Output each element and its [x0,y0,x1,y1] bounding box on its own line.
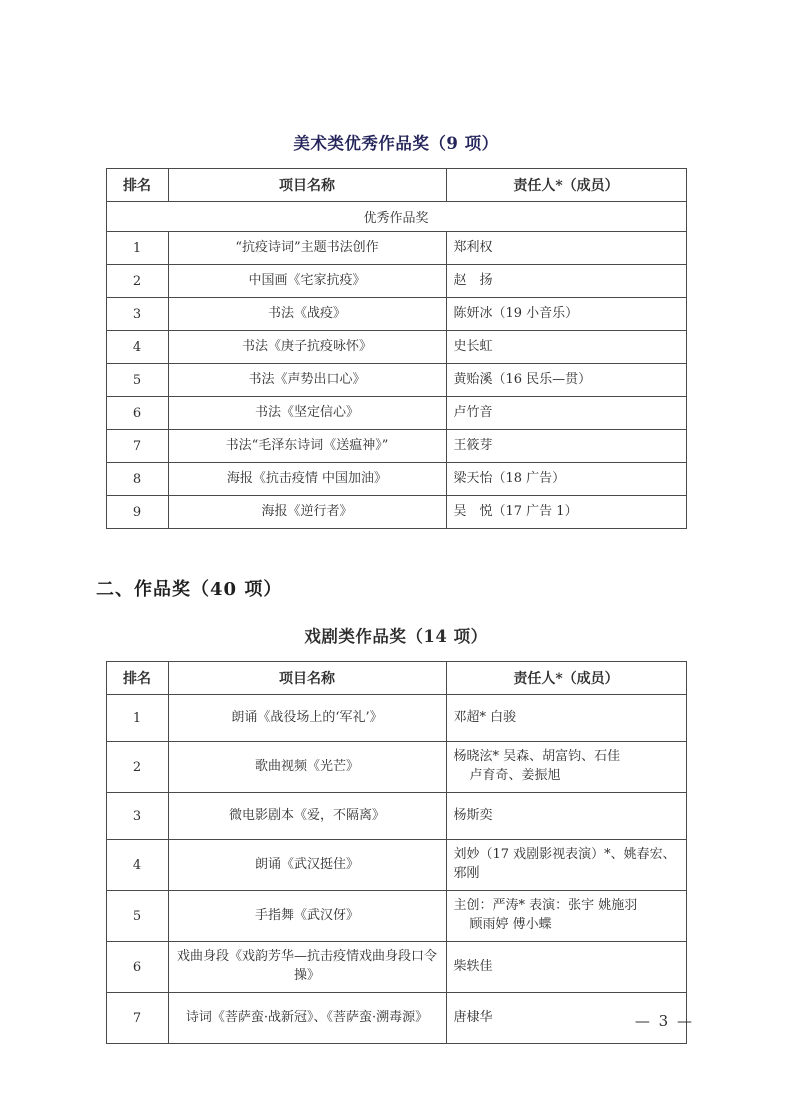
cell-rank: 2 [106,265,168,298]
cell-person [446,840,686,891]
table-row [106,397,686,430]
cell-rank: 5 [106,364,168,397]
table-subhead-row [106,202,686,232]
table-row [106,430,686,463]
cell-person: 黄贻溪（16 民乐—贯） [446,364,686,397]
column-header-person: 责任人*（成员） [446,662,686,695]
cell-project-name: 诗词《菩萨蛮·战新冠》、《菩萨蛮·溯毒源》 [168,993,446,1044]
cell-rank: 8 [106,463,168,496]
table-row [106,331,686,364]
table-art-awards [106,168,687,529]
cell-person: 梁天怡（18 广告） [446,463,686,496]
cell-rank: 7 [106,430,168,463]
cell-project-name: “抗疫诗词”主题书法创作 [168,232,446,265]
cell-project-name: 微电影剧本《爱，不隔离》 [168,793,446,840]
cell-person [446,742,686,793]
table-row [106,496,686,529]
cell-project-name: 书法《战疫》 [168,298,446,331]
column-header-rank: 排名 [106,662,168,695]
person-line-2: 邪刚 [453,866,480,881]
person-line-1: 柴轶佳 [453,958,493,974]
person-line-1: 杨晓泫* 吴森、胡富钧、石佳 [453,749,621,765]
column-header-project: 项目名称 [168,169,446,202]
person-line-2: 顾雨婷 傅小蝶 [469,917,552,932]
cell-person: 陈妍冰（19 小音乐） [446,298,686,331]
table-header-row [106,169,686,202]
table-drama-awards [106,661,687,1044]
cell-person: 郑利权 [446,232,686,265]
table-row [106,891,686,942]
person-line-1: 杨斯奕 [453,807,493,823]
subhead-excellent-works: 优秀作品奖 [106,202,686,232]
cell-person: 吴 悦（17 广告 1） [446,496,686,529]
cell-person: 赵 扬 [446,265,686,298]
cell-project-name: 海报《抗击疫情 中国加油》 [168,463,446,496]
person-line-2: 卢育奇、姜振旭 [469,768,561,783]
cell-rank: 1 [106,232,168,265]
cell-project-name: 戏曲身段《戏韵芳华—抗击疫情戏曲身段口令操》 [168,942,446,993]
cell-project-name: 中国画《宅家抗疫》 [168,265,446,298]
column-header-rank: 排名 [106,169,168,202]
cell-project-name: 海报《逆行者》 [168,496,446,529]
cell-person [446,942,686,993]
table-header-row [106,662,686,695]
cell-rank: 3 [106,298,168,331]
table-row [106,298,686,331]
cell-person [446,793,686,840]
heading-section-two: 二、作品奖（40 项） [96,579,283,600]
cell-person: 史长虹 [446,331,686,364]
cell-rank: 6 [106,942,168,993]
table-row [106,993,686,1044]
cell-rank: 4 [106,331,168,364]
cell-project-name: 书法《坚定信心》 [168,397,446,430]
cell-rank: 3 [106,793,168,840]
cell-rank: 7 [106,993,168,1044]
page-number: — 3 — [634,1012,694,1030]
cell-person [446,695,686,742]
spacer [96,529,696,575]
cell-project-name: 歌曲视频《光芒》 [168,742,446,793]
cell-person: 卢竹音 [446,397,686,430]
table-row [106,232,686,265]
cell-person [446,891,686,942]
person-line-1: 唐棣华 [453,1009,493,1025]
person-line-1: 刘妙（17 戏剧影视表演）*、姚春宏、 [453,847,676,863]
table-row [106,942,686,993]
section-title-art: 美术类优秀作品奖（9 项） [293,134,499,153]
table-row [106,695,686,742]
cell-rank: 4 [106,840,168,891]
cell-rank: 2 [106,742,168,793]
column-header-project: 项目名称 [168,662,446,695]
cell-rank: 1 [106,695,168,742]
cell-project-name: 朗诵《战役场上的‘军礼’》 [168,695,446,742]
table-row [106,840,686,891]
cell-project-name: 书法《庚子抗疫咏怀》 [168,331,446,364]
cell-rank: 9 [106,496,168,529]
section-title-drama: 戏剧类作品奖（14 项） [304,627,488,646]
cell-project-name: 书法《声势出口心》 [168,364,446,397]
table-row [106,793,686,840]
table-row [106,364,686,397]
person-line-1: 主创：严涛* 表演：张宇 姚施羽 [453,898,638,914]
cell-person: 王筱芽 [446,430,686,463]
person-line-1: 邓超* 白骏 [453,709,517,725]
column-header-person: 责任人*（成员） [446,169,686,202]
table-row [106,463,686,496]
page-content [96,130,696,1044]
cell-project-name: 书法“毛泽东诗词《送瘟神》” [168,430,446,463]
cell-rank: 6 [106,397,168,430]
cell-rank: 5 [106,891,168,942]
table-row [106,265,686,298]
cell-project-name: 朗诵《武汉挺住》 [168,840,446,891]
cell-project-name: 手指舞《武汉伢》 [168,891,446,942]
table-row [106,742,686,793]
